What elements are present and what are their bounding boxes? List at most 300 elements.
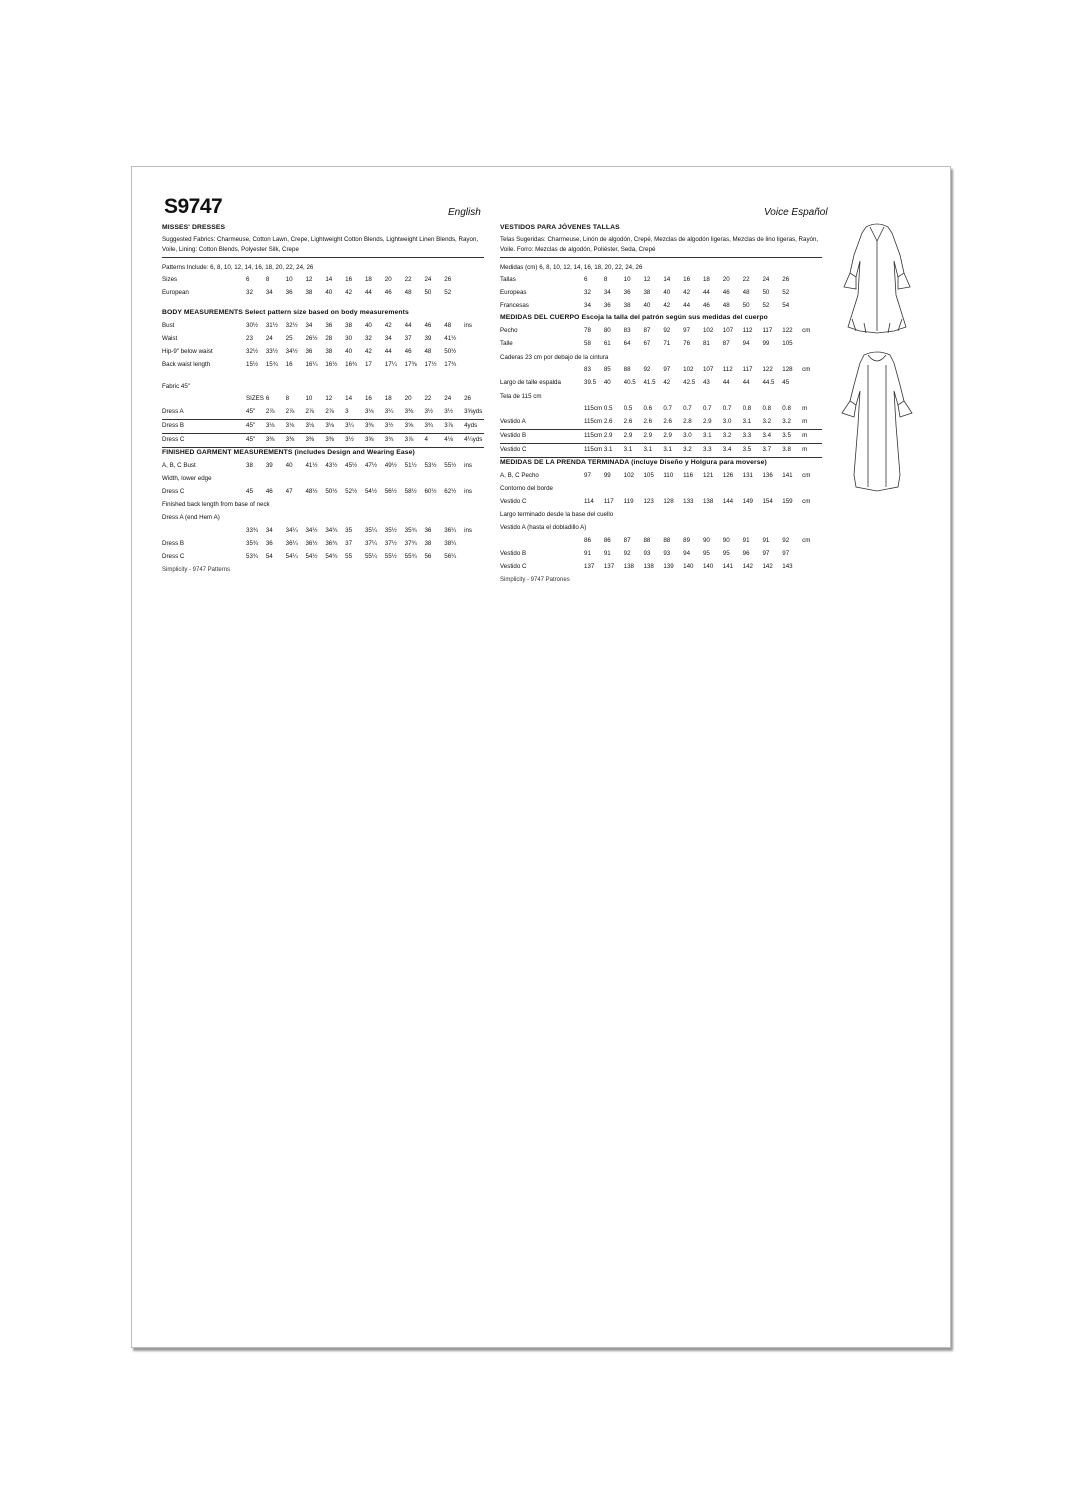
table-cell: 40	[364, 321, 372, 329]
table-cell: 52	[444, 289, 452, 297]
table-cell: 33½	[265, 347, 278, 355]
table-cell	[802, 547, 822, 560]
table-cell: 3½	[345, 433, 365, 447]
table-cell: 3.1	[624, 443, 644, 457]
table-row	[500, 495, 822, 508]
table-row	[500, 403, 822, 416]
row-label: Dress C	[162, 552, 185, 560]
table-cell: 91	[584, 549, 591, 557]
table-cell: 110	[663, 471, 674, 479]
table-cell: 32	[246, 289, 253, 297]
table-cell: 3⅝	[405, 419, 425, 433]
length-table	[162, 524, 484, 563]
table-cell: 140	[702, 562, 714, 570]
table-row	[162, 550, 484, 563]
table-cell: m	[802, 404, 808, 412]
table-cell: 38¼	[444, 539, 457, 547]
table-cell: 54¾	[325, 552, 338, 560]
table-cell: 39.5	[584, 378, 597, 386]
row-label: Talle	[500, 339, 513, 347]
row-label: Vestido B	[500, 549, 527, 557]
table-cell: 3⅜	[286, 433, 306, 447]
english-heading: English	[448, 207, 481, 218]
table-cell: 37	[404, 334, 412, 342]
table-cell: 102	[702, 326, 714, 334]
row-label: Tallas	[500, 276, 516, 284]
table-cell: 41½	[305, 461, 318, 469]
table-cell: 44	[364, 289, 372, 297]
table-cell: 117	[603, 497, 614, 505]
fabric-width-title: Fabric 45"	[162, 382, 190, 390]
table-cell: 44	[742, 378, 750, 386]
size-note: Medidas (cm) 6, 8, 10, 12, 14, 16, 18, 20, 22, 24, 26	[500, 263, 643, 271]
table-cell: ins	[464, 321, 473, 329]
table-cell: 4	[424, 433, 444, 447]
table-row	[162, 419, 484, 433]
length-title: Largo terminado desde la base del cuello	[500, 511, 614, 519]
table-cell: 86	[584, 536, 591, 544]
table-cell: 34¼	[285, 526, 298, 534]
section-title: MISSES' DRESSES	[162, 224, 226, 231]
table-cell: 40.5	[623, 378, 636, 386]
table-cell: 105	[643, 471, 654, 479]
body-measurements-title: BODY MEASUREMENTS Select pattern size based on body measurements	[162, 308, 409, 316]
table-cell: 123	[643, 497, 654, 505]
table-cell: 22	[742, 276, 750, 284]
table-cell: 115cm	[584, 429, 604, 443]
table-cell: 42	[364, 347, 372, 355]
table-cell: 3.1	[703, 429, 723, 443]
table-cell: 40	[325, 289, 333, 297]
table-cell: 93	[643, 549, 651, 557]
garment-sketches	[834, 215, 920, 515]
table-cell: 0.8	[782, 404, 791, 412]
table-cell: 40	[643, 302, 651, 310]
table-cell: 141	[722, 562, 734, 570]
table-cell: 26	[464, 394, 471, 402]
table-row	[162, 485, 484, 498]
hip-title: Caderas 23 cm por debajo de la cintura	[500, 353, 609, 361]
table-cell: 47½	[364, 461, 378, 469]
table-cell: 17	[364, 360, 372, 368]
table-cell: 18	[702, 276, 710, 284]
row-label: Dress C	[162, 487, 185, 495]
table-cell: 40	[285, 461, 293, 469]
table-cell: 3½	[444, 406, 464, 420]
row-label: Vestido B	[500, 429, 584, 443]
table-cell: 36	[285, 289, 293, 297]
table-cell: 42	[683, 289, 691, 297]
table-cell: 53½	[424, 461, 437, 469]
table-cell: 3.1	[743, 416, 763, 430]
table-cell: 2⅞	[325, 406, 345, 420]
table-cell: 3¼	[345, 419, 365, 433]
table-cell: 3¼	[385, 406, 405, 420]
table-cell: 44	[404, 321, 412, 329]
table-cell: 119	[623, 497, 634, 505]
table-cell: 52½	[345, 487, 358, 495]
table-cell: 117	[742, 365, 753, 373]
table-cell: 32½	[285, 321, 298, 329]
table-cell: 50	[742, 302, 750, 310]
table-cell: 35¾	[404, 526, 417, 534]
table-cell: 48	[722, 302, 730, 310]
table-cell: 12	[643, 276, 651, 284]
body-measurements-table	[162, 320, 484, 372]
table-cell: 60½	[424, 487, 437, 495]
table-cell: 58	[584, 339, 591, 347]
table-cell: 2.9	[643, 429, 663, 443]
table-cell: 99	[603, 471, 611, 479]
table-cell: 50	[424, 289, 432, 297]
table-cell: 37¼	[364, 539, 378, 547]
row-label: Vestido A	[500, 416, 584, 430]
table-cell: 36¼	[285, 539, 298, 547]
row-label: Europeas	[500, 289, 527, 297]
table-row	[162, 537, 484, 550]
table-cell: 144	[722, 497, 734, 505]
table-cell: 2.6	[604, 416, 624, 430]
row-label: Francesas	[500, 302, 529, 310]
table-cell: 40	[603, 378, 611, 386]
table-cell: 3⅞	[444, 419, 464, 433]
table-cell: 33¾	[246, 526, 259, 534]
table-cell: 47	[285, 487, 293, 495]
table-cell: 45"	[246, 433, 266, 447]
table-row	[162, 274, 484, 287]
table-row	[500, 429, 822, 443]
table-cell: 97	[663, 365, 671, 373]
table-cell: 88	[663, 536, 671, 544]
table-cell: 94	[683, 549, 691, 557]
table-cell: 0.8	[762, 404, 772, 412]
table-cell: 38	[345, 321, 353, 329]
table-cell: 3⅛	[325, 419, 345, 433]
table-cell: 90	[722, 536, 730, 544]
table-cell: 3.1	[663, 443, 683, 457]
table-cell: 95	[722, 549, 730, 557]
table-cell: 20	[404, 394, 412, 402]
table-row	[162, 359, 484, 372]
table-cell: 76	[683, 339, 691, 347]
table-cell: 128	[663, 497, 674, 505]
table-row	[500, 325, 822, 338]
table-row	[500, 377, 822, 390]
table-cell: 40	[663, 289, 671, 297]
table-cell: 55¼	[364, 552, 378, 560]
table-cell: 38	[305, 289, 313, 297]
table-cell: 3.4	[762, 429, 782, 443]
row-label: Dress A	[162, 406, 246, 420]
table-cell: m	[802, 443, 822, 457]
table-cell: 0.5	[623, 404, 633, 412]
table-cell: 0.7	[702, 404, 712, 412]
size-table	[162, 274, 484, 300]
table-cell: cm	[802, 471, 811, 479]
table-cell: 41½	[444, 334, 457, 342]
table-cell: 15½	[246, 360, 259, 368]
hip-table	[500, 364, 822, 390]
table-cell: 105	[782, 339, 793, 347]
table-cell: 50	[762, 289, 770, 297]
table-cell: 3⅜	[305, 433, 325, 447]
table-cell: 48	[742, 289, 750, 297]
table-cell: 46	[404, 347, 412, 355]
row-label: Largo de talle espalda	[500, 378, 561, 386]
table-cell: 2.9	[624, 429, 644, 443]
table-cell: 83	[584, 365, 591, 373]
table-cell: cm	[802, 536, 811, 544]
fabric-suggestions: Suggested Fabrics: Charmeuse, Cotton Lawn, Crepe, Lightweight Cotton Blends, Lightweight Linen Blends, Rayon, Voile, Lining: Cotton Blends, Polyester Silk, Crepe	[162, 235, 479, 253]
table-cell: 121	[702, 471, 714, 479]
table-cell: 16¼	[305, 360, 318, 368]
row-label	[162, 393, 246, 406]
dress-c-sketch	[842, 352, 912, 491]
table-cell: 3½	[385, 419, 405, 433]
table-cell: 116	[683, 471, 694, 479]
table-cell: 51½	[404, 461, 417, 469]
table-cell: 17¾	[444, 360, 457, 368]
table-cell: 3⅝	[365, 433, 385, 447]
table-cell: 46	[424, 321, 432, 329]
table-cell: 99	[762, 339, 770, 347]
table-cell: 122	[762, 365, 773, 373]
table-cell: 35	[345, 526, 353, 534]
table-cell: 44	[722, 378, 730, 386]
table-row	[162, 287, 484, 300]
table-cell: 0.7	[663, 404, 672, 412]
table-cell: 92	[782, 536, 790, 544]
table-cell: 34	[265, 526, 273, 534]
table-cell: 12	[305, 276, 313, 284]
table-cell: 4yds	[464, 419, 484, 433]
table-cell: 10	[285, 276, 293, 284]
table-cell: 37¾	[404, 539, 417, 547]
spanish-heading: Voice Español	[764, 207, 828, 218]
table-row	[500, 534, 822, 547]
table-cell: 91	[742, 536, 750, 544]
table-cell: 3⅜	[365, 419, 385, 433]
table-cell: 54¼	[285, 552, 298, 560]
table-cell: 142	[762, 562, 773, 570]
table-cell: 86	[603, 536, 611, 544]
divider	[500, 257, 822, 258]
table-cell: 24	[762, 276, 770, 284]
table-cell: 3	[345, 406, 365, 420]
table-cell: 32	[584, 289, 591, 297]
table-cell: 92	[663, 326, 671, 334]
table-cell: 3⅛	[305, 419, 325, 433]
table-cell: 2.8	[683, 416, 703, 430]
pattern-number: S9747	[164, 195, 223, 218]
table-cell: 115cm	[584, 404, 603, 412]
table-cell: 0.7	[683, 404, 692, 412]
table-cell: 2.9	[663, 429, 683, 443]
length-subtitle: Dress A (end Hem A)	[162, 514, 220, 522]
table-cell: 16¾	[345, 360, 358, 368]
table-cell: 83	[623, 326, 631, 334]
row-label: Hip-9" below waist	[162, 347, 213, 355]
table-cell: 49½	[384, 461, 397, 469]
table-cell: 34	[265, 289, 273, 297]
table-cell: 112	[722, 365, 733, 373]
table-cell: 3.2	[782, 416, 802, 430]
table-cell: 36¼	[444, 526, 457, 534]
table-cell: 102	[623, 471, 634, 479]
table-cell: 44	[702, 289, 710, 297]
table-cell: 54½	[364, 487, 378, 495]
body-measurements-table	[500, 325, 822, 351]
table-cell	[464, 274, 484, 287]
table-cell: cm	[802, 365, 811, 373]
table-cell: 15¾	[265, 360, 278, 368]
footer-note: Simplicity - 9747 Patrones	[500, 577, 570, 584]
table-cell: 92	[643, 365, 651, 373]
table-cell: 91	[762, 536, 770, 544]
table-cell	[464, 346, 484, 359]
table-cell: 3⅜	[325, 433, 345, 447]
table-cell: 81	[702, 339, 710, 347]
table-cell: 3.0	[723, 416, 743, 430]
table-cell: 3.1	[604, 443, 624, 457]
fabric-suggestions: Telas Sugeridas: Charmeuse, Linón de algodón, Crepé, Mezclas de algodón ligeras, Mezclas de lino ligeras, Rayón, Voile. Forro: Mezclas de algodón, Poliéster, Seda, Crepé	[500, 235, 819, 253]
table-cell: 3⅜	[405, 406, 425, 420]
table-row	[500, 338, 822, 351]
row-label: Dress B	[162, 539, 185, 547]
table-cell	[464, 333, 484, 346]
row-label: Sizes	[162, 276, 178, 284]
table-cell	[464, 550, 484, 563]
table-cell: 61	[603, 339, 611, 347]
table-cell: 45"	[246, 419, 266, 433]
table-cell: 36	[265, 539, 273, 547]
table-cell: 42.5	[683, 378, 696, 386]
table-cell: 42	[663, 378, 671, 386]
table-row	[162, 459, 484, 472]
table-cell: 37	[345, 539, 353, 547]
table-cell: 97	[782, 549, 790, 557]
table-cell: 36	[325, 321, 333, 329]
table-row	[162, 433, 484, 447]
table-row	[500, 416, 822, 430]
table-cell: 2.6	[643, 416, 663, 430]
table-cell: 3.3	[703, 443, 723, 457]
row-label: European	[162, 289, 189, 297]
table-cell: 3.2	[723, 429, 743, 443]
table-cell: 25	[285, 334, 293, 342]
table-cell: 42	[384, 321, 392, 329]
table-cell	[464, 359, 484, 372]
row-label: Waist	[162, 334, 178, 342]
table-cell: 32½	[246, 347, 259, 355]
table-row	[500, 547, 822, 560]
table-cell: 34¾	[325, 526, 338, 534]
table-cell: 117	[762, 326, 773, 334]
table-cell: 22	[404, 276, 412, 284]
table-cell: 48	[424, 347, 432, 355]
table-cell: 44	[384, 347, 392, 355]
table-cell: 88	[623, 365, 631, 373]
table-cell: 55½	[444, 461, 457, 469]
row-label	[500, 403, 584, 416]
table-cell: ins	[464, 487, 473, 495]
table-cell: 102	[683, 365, 694, 373]
table-cell: 36½	[305, 539, 318, 547]
table-cell: 39	[424, 334, 432, 342]
table-cell: 50½	[325, 487, 338, 495]
table-cell: 3½	[424, 406, 444, 420]
table-cell: 18	[364, 276, 372, 284]
table-cell: 87	[623, 536, 631, 544]
table-row	[500, 274, 822, 287]
table-cell: 55	[345, 552, 353, 560]
table-cell: 89	[683, 536, 691, 544]
table-cell: 36	[623, 289, 631, 297]
table-cell: 2⅞	[266, 406, 286, 420]
table-cell: 38	[424, 539, 432, 547]
table-cell: 107	[702, 365, 714, 373]
table-cell	[464, 287, 484, 300]
fabric-yardage-table	[500, 403, 822, 458]
table-cell: 36	[424, 526, 432, 534]
width-title: Contorno del borde	[500, 485, 553, 493]
table-cell: 12	[325, 394, 333, 402]
table-cell: 10	[305, 394, 313, 402]
table-row	[500, 560, 822, 573]
size-table	[500, 274, 822, 313]
divider	[162, 257, 484, 258]
table-cell: 16½	[325, 360, 338, 368]
table-cell: 114	[584, 497, 594, 505]
table-cell: ins	[464, 461, 473, 469]
table-cell: 3.3	[743, 429, 763, 443]
table-cell: 16	[683, 276, 691, 284]
table-cell: 30½	[246, 321, 259, 329]
row-label	[500, 534, 584, 547]
table-cell	[802, 274, 822, 287]
spanish-column	[500, 223, 822, 583]
table-row	[500, 469, 822, 482]
table-cell: 88	[643, 536, 651, 544]
table-cell: 44.5	[762, 378, 775, 386]
table-cell: 17⅜	[404, 360, 417, 368]
table-cell: 48	[444, 321, 452, 329]
table-cell: 2.9	[703, 416, 723, 430]
table-cell: 95	[702, 549, 710, 557]
table-cell: 40	[345, 347, 353, 355]
table-cell: 35½	[384, 526, 397, 534]
table-row	[162, 333, 484, 346]
table-cell: 139	[663, 562, 674, 570]
table-cell: 45"	[246, 406, 266, 420]
table-cell: 46	[384, 289, 392, 297]
table-cell: 3⅛	[286, 419, 306, 433]
table-cell: 87	[643, 326, 651, 334]
table-cell: 80	[603, 326, 611, 334]
table-cell: 3.4	[723, 443, 743, 457]
table-cell: 159	[782, 497, 793, 505]
table-cell: 58½	[404, 487, 417, 495]
table-cell: 85	[603, 365, 611, 373]
table-cell: 16	[364, 394, 372, 402]
table-cell: 126	[722, 471, 734, 479]
table-cell: 16	[285, 360, 293, 368]
table-cell: 45½	[345, 461, 358, 469]
table-cell: 136	[762, 471, 773, 479]
table-cell	[802, 287, 822, 300]
table-cell: 20	[722, 276, 730, 284]
table-cell: 6	[265, 394, 270, 402]
